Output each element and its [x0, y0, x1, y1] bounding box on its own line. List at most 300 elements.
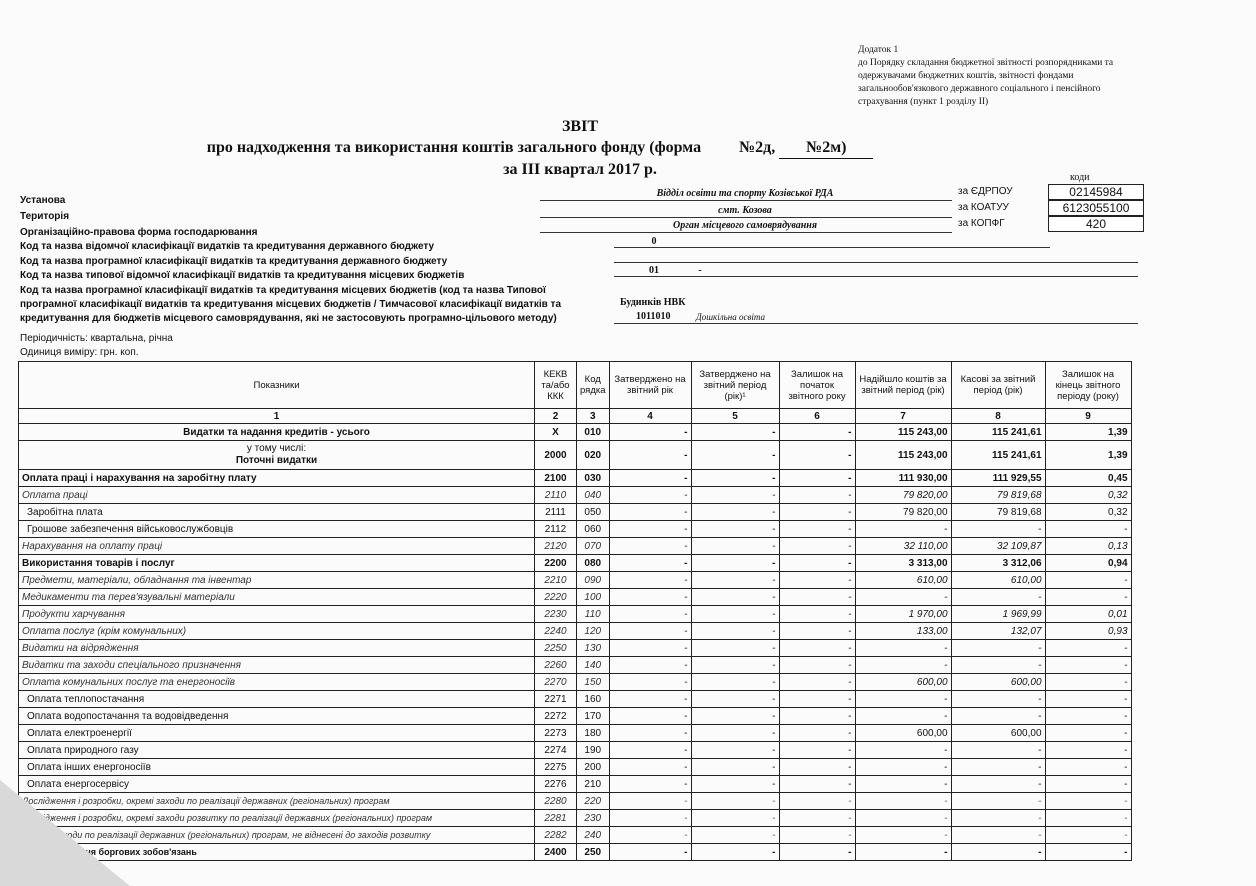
- cell-approved-year: -: [609, 487, 691, 504]
- cell-received: -: [855, 810, 951, 827]
- local-prog-underline: [614, 323, 1138, 324]
- cell-cash: 600,00: [951, 725, 1045, 742]
- row-code: 150: [577, 674, 610, 691]
- cell-balance-start: -: [779, 725, 855, 742]
- row-kekv: 2270: [535, 674, 577, 691]
- cell-cash: -: [951, 827, 1045, 844]
- header-kekv: КЕКВ та/або ККК: [535, 362, 577, 409]
- row-kekv: 2112: [535, 521, 577, 538]
- local-prog-name: Дошкільна освіта: [696, 312, 765, 322]
- table-row: [19, 572, 1132, 589]
- row-name: Дослідження і розробки, окремі заходи по реалізації державних (регіональних) програм: [19, 793, 535, 810]
- cell-balance-end: -: [1045, 691, 1131, 708]
- header-balance-start: Залишок на початок звітного року: [779, 362, 855, 409]
- row-kekv: 2273: [535, 725, 577, 742]
- cell-approved-year: -: [609, 424, 691, 441]
- cell-approved-year: -: [609, 742, 691, 759]
- local-prog-label-2: програмної класифікації видатків та кредитування місцевих бюджетів / Тимчасової класифікації видатків та: [20, 299, 562, 310]
- row-name: Дослідження і розробки, окремі заходи розвитку по реалізації державних (регіональних) програм: [19, 810, 535, 827]
- table-row: [19, 538, 1132, 555]
- row-name: Оплата водопостачання та водовідведення: [19, 708, 535, 725]
- cell-balance-end: 0,32: [1045, 487, 1131, 504]
- cell-received: -: [855, 827, 951, 844]
- row-kekv: 2240: [535, 623, 577, 640]
- codes-header: коди: [1070, 172, 1090, 183]
- cell-balance-start: -: [779, 793, 855, 810]
- cell-approved-period: -: [691, 487, 779, 504]
- prog-class-underline: [614, 262, 1138, 263]
- cell-balance-end: -: [1045, 640, 1131, 657]
- cell-received: 32 110,00: [855, 538, 951, 555]
- cell-balance-start: -: [779, 555, 855, 572]
- row-name: Оплата комунальних послуг та енергоносіїв: [19, 674, 535, 691]
- row-code: 040: [577, 487, 610, 504]
- col-number: 7: [855, 409, 951, 424]
- title-line-3: за ІІІ квартал 2017 р.: [503, 161, 657, 178]
- cell-received: 600,00: [855, 725, 951, 742]
- edrpou-label: за ЄДРПОУ: [958, 186, 1013, 197]
- row-kekv: 2272: [535, 708, 577, 725]
- cell-balance-start: -: [779, 708, 855, 725]
- appendix-note: [858, 44, 1158, 109]
- col-number: 9: [1045, 409, 1131, 424]
- row-name: Оплата послуг (крім комунальних): [19, 623, 535, 640]
- row-name-line: Поточні видатки: [235, 455, 318, 466]
- row-code: 160: [577, 691, 610, 708]
- cell-balance-end: -: [1045, 793, 1131, 810]
- row-code: 170: [577, 708, 610, 725]
- cell-received: -: [855, 657, 951, 674]
- title-text: про надходження та використання коштів загального фонду (форма: [206, 139, 702, 156]
- local-prog-org: Будинків НВК: [620, 297, 686, 308]
- cell-balance-end: -: [1045, 708, 1131, 725]
- cell-balance-start: -: [779, 640, 855, 657]
- cell-approved-period: -: [691, 708, 779, 725]
- cell-balance-start: -: [779, 657, 855, 674]
- row-code: 120: [577, 623, 610, 640]
- cell-received: -: [855, 759, 951, 776]
- appendix-line: Додаток 1: [858, 45, 899, 55]
- cell-received: -: [855, 521, 951, 538]
- row-code: 060: [577, 521, 610, 538]
- row-code: 050: [577, 504, 610, 521]
- cell-received: 3 313,00: [855, 555, 951, 572]
- col-number: 3: [577, 409, 610, 424]
- table-row: [19, 623, 1132, 640]
- territory-underline: [540, 217, 952, 218]
- row-name-line: у тому числі:: [246, 443, 307, 454]
- dept-class-label: Код та назва відомчої класифікації видатків та кредитування державного бюджету: [20, 241, 435, 252]
- page-fold-corner: [0, 780, 130, 886]
- cell-approved-period: -: [691, 640, 779, 657]
- prog-class-label: Код та назва програмної класифікації видатків та кредитування державного бюджету: [20, 256, 448, 267]
- cell-approved-year: -: [609, 589, 691, 606]
- table-row: [19, 674, 1132, 691]
- cell-approved-period: -: [691, 470, 779, 487]
- cell-balance-end: -: [1045, 725, 1131, 742]
- cell-cash: 115 241,61: [951, 424, 1045, 441]
- header-row-code: Код рядка: [577, 362, 610, 409]
- cell-cash: -: [951, 844, 1045, 861]
- row-kekv: 2210: [535, 572, 577, 589]
- cell-cash: -: [951, 640, 1045, 657]
- row-name: [19, 441, 535, 470]
- periodicity: Періодичність: квартальна, річна: [20, 333, 173, 344]
- cell-received: 133,00: [855, 623, 951, 640]
- cell-approved-year: -: [609, 555, 691, 572]
- cell-balance-start: -: [779, 441, 855, 470]
- table-row: [19, 742, 1132, 759]
- cell-approved-year: -: [609, 793, 691, 810]
- cell-cash: 610,00: [951, 572, 1045, 589]
- table-row: [19, 504, 1132, 521]
- table-row: [19, 470, 1132, 487]
- typical-class-code: 01: [649, 265, 659, 276]
- row-name: Предмети, матеріали, обладнання та інвентар: [19, 572, 535, 589]
- cell-cash: 115 241,61: [951, 441, 1045, 470]
- row-name: Продукти харчування: [19, 606, 535, 623]
- row-kekv: 2400: [535, 844, 577, 861]
- org-form-underline: [540, 232, 952, 233]
- cell-approved-period: -: [691, 521, 779, 538]
- row-kekv: 2220: [535, 589, 577, 606]
- cell-approved-year: -: [609, 844, 691, 861]
- org-form-label: Організаційно-правова форма господарювання: [20, 227, 258, 238]
- cell-approved-period: -: [691, 691, 779, 708]
- cell-approved-year: -: [609, 810, 691, 827]
- cell-approved-year: -: [609, 759, 691, 776]
- cell-approved-year: -: [609, 640, 691, 657]
- row-code: 180: [577, 725, 610, 742]
- row-kekv: X: [535, 424, 577, 441]
- cell-approved-period: -: [691, 589, 779, 606]
- koatuu-label: за КОАТУУ: [958, 202, 1009, 213]
- cell-balance-end: 0,13: [1045, 538, 1131, 555]
- row-code: 200: [577, 759, 610, 776]
- cell-approved-year: -: [609, 572, 691, 589]
- row-kekv: 2260: [535, 657, 577, 674]
- report-title: [0, 116, 1160, 180]
- header-cash: Касові за звітний період (рік): [951, 362, 1045, 409]
- table-row: [19, 725, 1132, 742]
- cell-received: 610,00: [855, 572, 951, 589]
- col-number: 2: [535, 409, 577, 424]
- table-row: [19, 521, 1132, 538]
- cell-cash: 79 819,68: [951, 487, 1045, 504]
- cell-approved-period: -: [691, 793, 779, 810]
- cell-approved-year: -: [609, 606, 691, 623]
- territory-label: Територія: [20, 211, 70, 222]
- table-row: [19, 827, 1132, 844]
- cell-approved-year: -: [609, 725, 691, 742]
- title-line-1: ЗВІТ: [561, 118, 598, 135]
- cell-balance-start: -: [779, 504, 855, 521]
- local-prog-label-1: Код та назва програмної класифікації видатків та кредитування місцевих бюджетів (код та назва Типової: [20, 285, 546, 296]
- table-row: [19, 844, 1132, 861]
- kopfg-value: 420: [1048, 216, 1144, 232]
- row-kekv: 2271: [535, 691, 577, 708]
- cell-cash: 79 819,68: [951, 504, 1045, 521]
- koatuu-value: 6123055100: [1048, 200, 1144, 216]
- cell-balance-end: 0,45: [1045, 470, 1131, 487]
- cell-balance-start: -: [779, 572, 855, 589]
- row-kekv: 2275: [535, 759, 577, 776]
- cell-approved-period: -: [691, 844, 779, 861]
- row-name: Видатки та надання кредитів - усього: [19, 424, 535, 441]
- cell-cash: -: [951, 657, 1045, 674]
- row-code: 240: [577, 827, 610, 844]
- row-code: 010: [577, 424, 610, 441]
- header-approved-year: Затверджено на звітний рік: [609, 362, 691, 409]
- cell-balance-end: 1,39: [1045, 441, 1131, 470]
- cell-approved-period: -: [691, 623, 779, 640]
- cell-received: 115 243,00: [855, 424, 951, 441]
- typical-class-name: -: [698, 265, 702, 276]
- cell-received: -: [855, 708, 951, 725]
- cell-approved-year: -: [609, 691, 691, 708]
- row-code: 140: [577, 657, 610, 674]
- row-code: 030: [577, 470, 610, 487]
- local-prog-label-3: кредитування для бюджетів місцевого самоврядування, які не застосовують програмно-цільового методу): [20, 313, 557, 324]
- cell-approved-period: -: [691, 441, 779, 470]
- cell-balance-end: -: [1045, 589, 1131, 606]
- title-form-b: №2м): [779, 137, 873, 159]
- row-name: Обслуговування боргових зобов'язань: [19, 844, 535, 861]
- header-indicator: Показники: [19, 362, 535, 409]
- row-name: Використання товарів і послуг: [19, 555, 535, 572]
- cell-approved-period: -: [691, 606, 779, 623]
- row-kekv: 2230: [535, 606, 577, 623]
- cell-cash: -: [951, 776, 1045, 793]
- table-row: [19, 555, 1132, 572]
- cell-balance-end: -: [1045, 657, 1131, 674]
- table-row: [19, 424, 1132, 441]
- row-name: Оплата електроенергії: [19, 725, 535, 742]
- cell-received: 79 820,00: [855, 504, 951, 521]
- row-kekv: 2120: [535, 538, 577, 555]
- cell-balance-start: -: [779, 810, 855, 827]
- cell-balance-start: -: [779, 424, 855, 441]
- row-name: Оплата праці: [19, 487, 535, 504]
- cell-received: 600,00: [855, 674, 951, 691]
- row-kekv: 2250: [535, 640, 577, 657]
- table-row: [19, 441, 1132, 470]
- cell-approved-period: -: [691, 776, 779, 793]
- cell-cash: -: [951, 759, 1045, 776]
- cell-balance-end: -: [1045, 776, 1131, 793]
- row-name: Оплата інших енергоносіїв: [19, 759, 535, 776]
- row-kekv: 2200: [535, 555, 577, 572]
- cell-cash: -: [951, 810, 1045, 827]
- cell-received: -: [855, 691, 951, 708]
- row-kekv: 2110: [535, 487, 577, 504]
- cell-approved-period: -: [691, 810, 779, 827]
- table-row: [19, 759, 1132, 776]
- cell-balance-start: -: [779, 470, 855, 487]
- cell-cash: -: [951, 691, 1045, 708]
- cell-approved-year: -: [609, 538, 691, 555]
- cell-approved-period: -: [691, 827, 779, 844]
- local-prog-code: 1011010: [636, 311, 671, 322]
- cell-approved-period: -: [691, 538, 779, 555]
- cell-approved-period: -: [691, 572, 779, 589]
- table-row: [19, 640, 1132, 657]
- row-code: 250: [577, 844, 610, 861]
- row-name: Видатки та заходи спеціального призначення: [19, 657, 535, 674]
- typical-class-label: Код та назва типової відомчої класифікації видатків та кредитування місцевих бюджетів: [20, 270, 465, 281]
- cell-balance-end: 0,93: [1045, 623, 1131, 640]
- appendix-line: одержувачами бюджетних коштів, звітності фондами: [858, 71, 1074, 81]
- cell-approved-year: -: [609, 827, 691, 844]
- cell-balance-end: -: [1045, 572, 1131, 589]
- cell-balance-end: 1,39: [1045, 424, 1131, 441]
- kopfg-label: за КОПФГ: [958, 218, 1005, 229]
- row-kekv: 2282: [535, 827, 577, 844]
- appendix-line: загальнообов'язкового державного соціального і пенсійного: [858, 84, 1101, 94]
- table-row: [19, 776, 1132, 793]
- cell-approved-year: -: [609, 441, 691, 470]
- cell-cash: 32 109,87: [951, 538, 1045, 555]
- cell-balance-start: -: [779, 691, 855, 708]
- cell-approved-period: -: [691, 742, 779, 759]
- row-code: 190: [577, 742, 610, 759]
- table-header-row: [19, 362, 1132, 409]
- cell-balance-end: -: [1045, 674, 1131, 691]
- cell-received: 111 930,00: [855, 470, 951, 487]
- dept-class-value: 0: [651, 236, 657, 247]
- dept-class-underline: [614, 247, 1050, 248]
- cell-approved-year: -: [609, 504, 691, 521]
- cell-received: 79 820,00: [855, 487, 951, 504]
- row-code: 230: [577, 810, 610, 827]
- table-row: [19, 810, 1132, 827]
- row-code: 100: [577, 589, 610, 606]
- row-name: Окремі заходи по реалізації державних (регіональних) програм, не віднесені до заходів розвитку: [19, 827, 535, 844]
- row-name: Видатки на відрядження: [19, 640, 535, 657]
- cell-approved-year: -: [609, 623, 691, 640]
- title-line-2: [207, 137, 874, 159]
- cell-received: -: [855, 742, 951, 759]
- institution-label: Установа: [20, 195, 66, 206]
- row-name: Оплата праці і нарахування на заробітну плату: [19, 470, 535, 487]
- cell-balance-start: -: [779, 623, 855, 640]
- cell-balance-end: -: [1045, 759, 1131, 776]
- cell-balance-end: -: [1045, 810, 1131, 827]
- row-kekv: 2274: [535, 742, 577, 759]
- cell-approved-year: -: [609, 674, 691, 691]
- cell-cash: -: [951, 589, 1045, 606]
- row-kekv: 2280: [535, 793, 577, 810]
- cell-approved-period: -: [691, 725, 779, 742]
- row-kekv: 2000: [535, 441, 577, 470]
- column-number-row: [19, 409, 1132, 424]
- cell-balance-end: 0,32: [1045, 504, 1131, 521]
- cell-balance-end: -: [1045, 742, 1131, 759]
- col-number: 5: [691, 409, 779, 424]
- unit-of-measure: Одиниця виміру: грн. коп.: [20, 347, 139, 358]
- table-row: [19, 589, 1132, 606]
- cell-cash: 132,07: [951, 623, 1045, 640]
- cell-cash: -: [951, 521, 1045, 538]
- cell-balance-start: -: [779, 776, 855, 793]
- row-kekv: 2281: [535, 810, 577, 827]
- cell-balance-start: -: [779, 589, 855, 606]
- row-code: 090: [577, 572, 610, 589]
- cell-received: 115 243,00: [855, 441, 951, 470]
- col-number: 1: [19, 409, 535, 424]
- row-name: Медикаменти та перев'язувальні матеріали: [19, 589, 535, 606]
- row-name: Грошове забезпечення військовослужбовців: [19, 521, 535, 538]
- cell-balance-start: -: [779, 487, 855, 504]
- cell-balance-start: -: [779, 674, 855, 691]
- cell-balance-end: -: [1045, 827, 1131, 844]
- cell-received: -: [855, 844, 951, 861]
- row-code: 210: [577, 776, 610, 793]
- cell-balance-start: -: [779, 827, 855, 844]
- cell-cash: 600,00: [951, 674, 1045, 691]
- table-row: [19, 657, 1132, 674]
- cell-cash: -: [951, 793, 1045, 810]
- cell-cash: 111 929,55: [951, 470, 1045, 487]
- territory-value: смт. Козова: [718, 205, 772, 216]
- row-code: 130: [577, 640, 610, 657]
- row-name: Оплата теплопостачання: [19, 691, 535, 708]
- cell-balance-start: -: [779, 538, 855, 555]
- row-name: Нарахування на оплату праці: [19, 538, 535, 555]
- appendix-line: до Порядку складання бюджетної звітності розпорядниками та: [858, 58, 1114, 68]
- cell-received: -: [855, 776, 951, 793]
- cell-cash: -: [951, 742, 1045, 759]
- cell-balance-start: -: [779, 742, 855, 759]
- appendix-line: страхування (пункт 1 розділу ІІ): [858, 97, 989, 107]
- row-kekv: 2100: [535, 470, 577, 487]
- cell-balance-end: 0,01: [1045, 606, 1131, 623]
- col-number: 8: [951, 409, 1045, 424]
- row-kekv: 2276: [535, 776, 577, 793]
- cell-cash: -: [951, 708, 1045, 725]
- cell-balance-start: -: [779, 844, 855, 861]
- institution-underline: [540, 200, 952, 201]
- report-table: [18, 361, 1132, 861]
- cell-balance-end: -: [1045, 521, 1131, 538]
- table-row: [19, 487, 1132, 504]
- institution-value: Відділ освіти та спорту Козівської РДА: [656, 188, 834, 199]
- cell-approved-period: -: [691, 657, 779, 674]
- cell-approved-period: -: [691, 424, 779, 441]
- cell-approved-period: -: [691, 555, 779, 572]
- row-name: Оплата енергосервісу: [19, 776, 535, 793]
- cell-cash: 1 969,99: [951, 606, 1045, 623]
- row-code: 220: [577, 793, 610, 810]
- edrpou-value: 02145984: [1048, 184, 1144, 200]
- table-row: [19, 606, 1132, 623]
- row-code: 080: [577, 555, 610, 572]
- row-name: Оплата природного газу: [19, 742, 535, 759]
- table-row: [19, 691, 1132, 708]
- cell-approved-period: -: [691, 759, 779, 776]
- row-kekv: 2111: [535, 504, 577, 521]
- table-row: [19, 708, 1132, 725]
- cell-cash: 3 312,06: [951, 555, 1045, 572]
- cell-approved-year: -: [609, 521, 691, 538]
- row-name: Заробітна плата: [19, 504, 535, 521]
- cell-received: -: [855, 589, 951, 606]
- table-row: [19, 793, 1132, 810]
- header-received: Надійшло коштів за звітний період (рік): [855, 362, 951, 409]
- cell-approved-year: -: [609, 708, 691, 725]
- cell-received: -: [855, 640, 951, 657]
- cell-received: 1 970,00: [855, 606, 951, 623]
